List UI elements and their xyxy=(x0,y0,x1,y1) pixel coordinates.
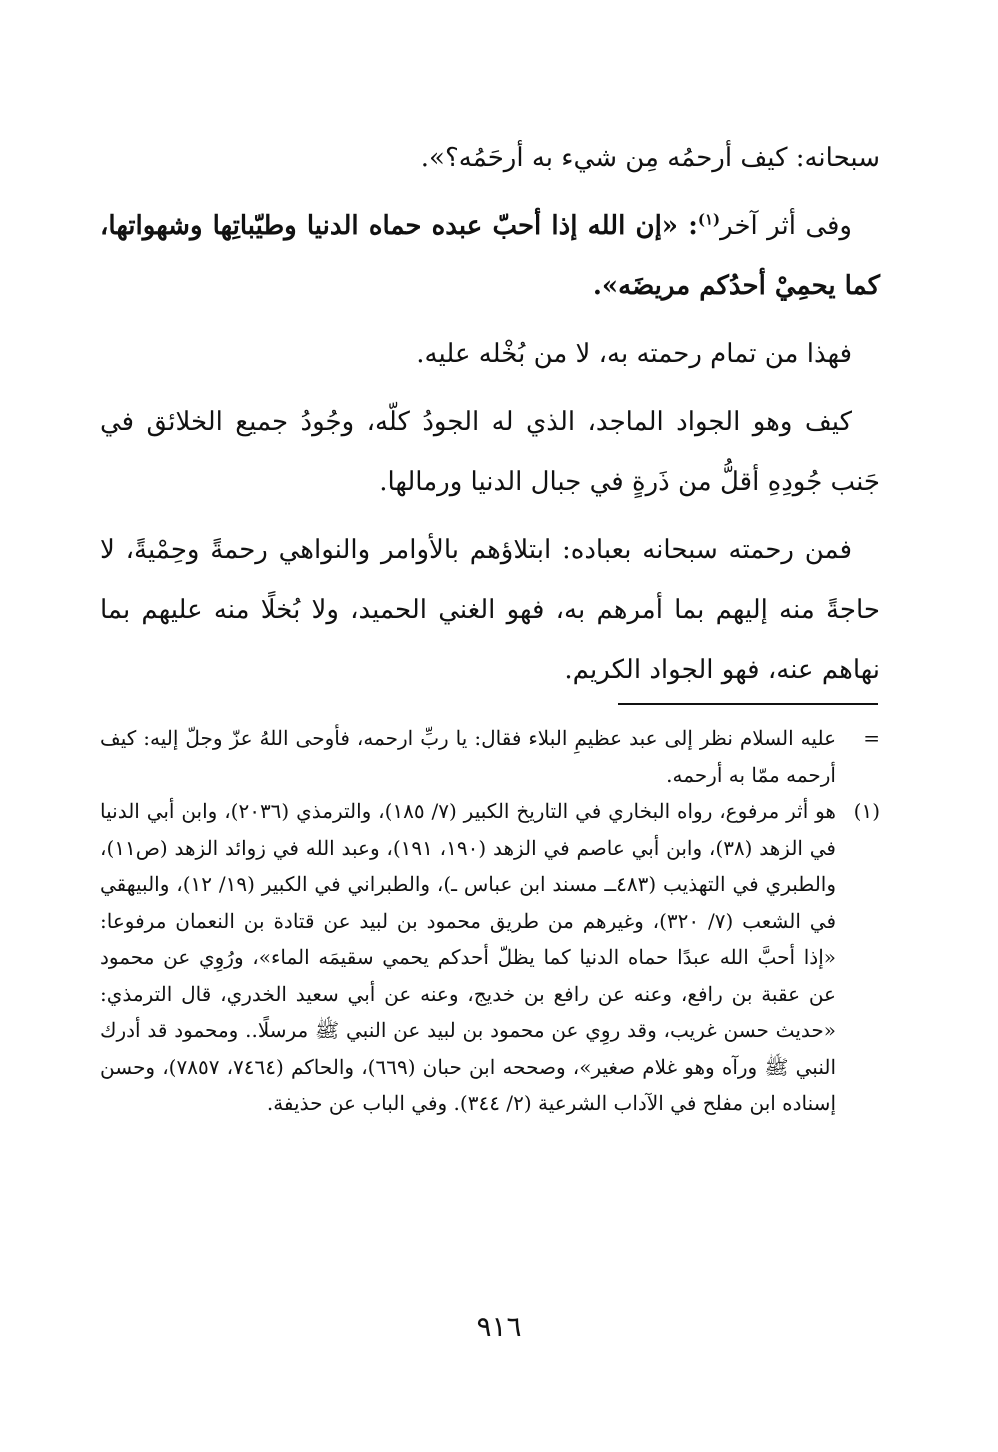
footnotes xyxy=(100,720,880,1122)
paragraph-1: سبحانه: كيف أرحمُه مِن شيء به أرحَمُه؟». xyxy=(420,143,880,173)
footnote-separator xyxy=(618,703,878,705)
paragraph-2-quote: : «إن الله إذا أحبّ عبده حماه الدنيا وطيّباتِها وشهواتها، كما يحمِيْ أحدُكم مريضَه». xyxy=(100,211,880,301)
footnote-continued xyxy=(100,720,880,793)
main-text xyxy=(100,128,880,708)
paragraph-2 xyxy=(100,196,880,316)
footnote-text: عليه السلام نظر إلى عبد عظيمِ البلاء فقال: يا ربِّ ارحمه، فأوحى اللهُ عزّ وجلّ إليه: كيف أرحمه ممّا به أرحمه. xyxy=(100,726,836,787)
paragraph-5: فمن رحمته سبحانه بعباده: ابتلاؤهم بالأوامر والنواهي رحمةً وحِمْيةً، لا حاجةً منه إليهم بما أمرهم به، فهو الغني الحميد، ولا بُخلًا منه عليهم بما نهاهم عنه، فهو الجواد الكريم. xyxy=(100,535,880,685)
paragraph-2-prefix: وفى أثر آخر xyxy=(720,211,852,241)
footnote-mark: (١) xyxy=(853,799,880,823)
paragraph-3: فهذا من تمام رحمته به، لا من بُخْله عليه. xyxy=(416,339,852,369)
footnote-mark: = xyxy=(863,726,880,750)
footnote-reference: (١) xyxy=(697,210,721,229)
paragraph-4: كيف وهو الجواد الماجد، الذي له الجودُ كلّه، وجُودُ جميع الخلائق في جَنب جُودِهِ أقلُّ من ذَرةٍ في جبال الدنيا ورمالها. xyxy=(100,407,880,497)
page-number: ٩١٦ xyxy=(476,1310,522,1343)
footnote-text: هو أثر مرفوع، رواه البخاري في التاريخ الكبير (٧/ ١٨٥)، والترمذي (٢٠٣٦)، وابن أبي الدنيا في الزهد (٣٨)، وابن أبي عاصم في الزهد (١٩٠، ١٩١)، وعبد الله في زوائد الزهد (ص١١)، والطبري في التهذيب (٤٨٣ــ مسند ابن عباس ـ)، والطبراني في الكبير (١٩/ ١٢)، والبيهقي في الشعب (٧/ ٣٢٠)، وغيرهم من طريق محمود بن لبيد عن قتادة بن النعمان مرفوعا: «إذا أحبَّ الله عبدًا حماه الدنيا كما يظلّ أحدكم يحمي سقيمَه الماء»، ورُوِي عن محمود عن عقبة بن رافع، وعنه عن رافع بن خديج، وعنه عن أبي سعيد الخدري، قال الترمذي: «حديث حسن غريب، وقد روِي عن محمود بن لبيد عن النبي ﷺ مرسلًا.. ومحمود قد أدرك النبي ﷺ ورآه وهو غلام صغير»، وصححه ابن حبان (٦٦٩)، والحاكم (٧٤٦٤، ٧٨٥٧)، وحسن إسناده ابن مفلح في الآداب الشرعية (٢/ ٣٤٤). وفي الباب عن حذيفة. xyxy=(100,799,837,1115)
footnote-1 xyxy=(100,793,880,1122)
